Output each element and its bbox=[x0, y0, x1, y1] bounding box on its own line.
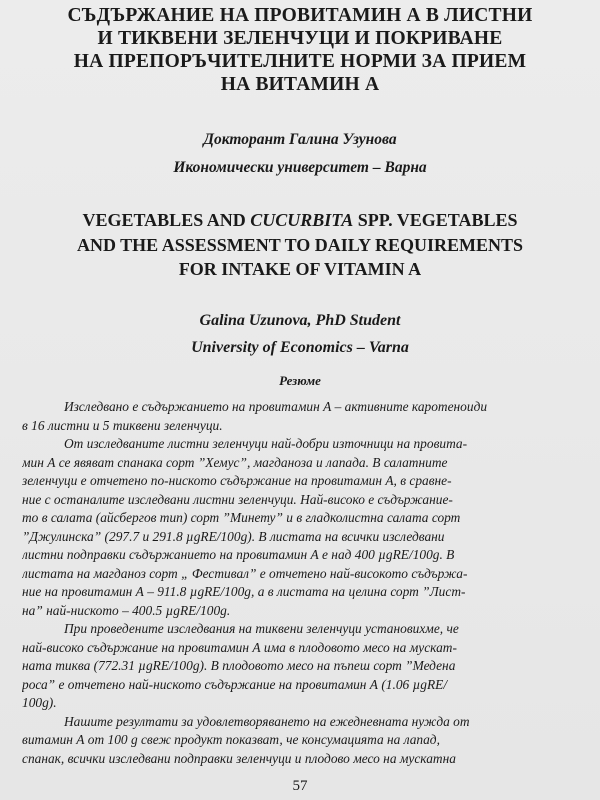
abstract-line: От изследваните листни зеленчуци най-добри източници на провита- bbox=[64, 436, 468, 451]
title-bulgarian bbox=[0, 4, 600, 96]
abstract-line: на” най-ниското – 400.5 µgRE/100g. bbox=[22, 602, 231, 618]
abstract-line: витамин А от 100 g свеж продукт показват, че консумацията на лапад, bbox=[22, 732, 440, 747]
abstract-line: листни подправки съдържанието на провитамин А е над 400 µgRE/100g. В bbox=[22, 547, 455, 562]
abstract-line: 100g). bbox=[22, 695, 57, 710]
abstract-line: ние с останалите изследвани листни зеленчуци. Най-високо е съдържание- bbox=[22, 491, 453, 507]
abstract-heading: Резюме bbox=[279, 373, 321, 388]
author-block-bulgarian bbox=[0, 126, 600, 182]
abstract-line: ние на провитамин А – 911.8 µgRE/100g, а в листата на целина сорт ”Лист- bbox=[22, 584, 466, 599]
title-en-part: SPP. VEGETABLES bbox=[353, 210, 518, 230]
author-name-bg: Докторант Галина Узунова bbox=[203, 131, 397, 148]
title-bg-line: СЪДЪРЖАНИЕ НА ПРОВИТАМИН А В ЛИСТНИ bbox=[67, 5, 533, 26]
title-bg-line: НА ВИТАМИН А bbox=[220, 74, 380, 95]
abstract-line: зеленчуци е отчетено по-ниското съдържание на провитамин А, в сравне- bbox=[22, 473, 452, 488]
abstract-line: в 16 листни и 5 тиквени зеленчуци. bbox=[22, 417, 223, 433]
abstract-body bbox=[22, 398, 578, 768]
abstract-line: листата на магданоз сорт „ Фестивал” е отчетено най-високото съдържа- bbox=[22, 565, 468, 581]
abstract-line: ната тиква (772.31 µgRE/100g). В плодовото месо на пъпеш сорт ”Медена bbox=[22, 658, 456, 673]
abstract-line: роса” е отчетено най-ниското съдържание на провитамин А (1.06 µgRE/ bbox=[22, 676, 448, 692]
title-en-line: FOR INTAKE OF VITAMIN A bbox=[178, 259, 422, 279]
title-en-line: AND THE ASSESSMENT TO DAILY REQUIREMENTS bbox=[77, 234, 523, 255]
abstract-line: спанак, всички изследвани подправки зеленчуци и плодово месо на мускатна bbox=[22, 750, 456, 766]
affiliation-en: University of Economics – Varna bbox=[191, 339, 409, 356]
affiliation-bg: Икономически университет – Варна bbox=[173, 159, 427, 176]
page-number: 57 bbox=[292, 778, 308, 794]
title-bg-line: И ТИКВЕНИ ЗЕЛЕНЧУЦИ И ПОКРИВАНЕ bbox=[97, 28, 503, 49]
abstract-line: най-високо съдържание на провитамин А има в плодовото месо на мускат- bbox=[22, 639, 457, 655]
abstract-line: то в салата (айсбергов тип) сорт ”Минету” и в гладколистна салата сорт bbox=[22, 510, 461, 525]
title-en-part: VEGETABLES AND bbox=[82, 210, 251, 230]
abstract-line: Нашите резултати за удовлетворяването на ежедневната нужда от bbox=[64, 713, 470, 729]
author-block-english bbox=[0, 307, 600, 361]
abstract-line: При проведените изследвания на тиквени зеленчуци установихме, че bbox=[64, 621, 459, 636]
title-en-line bbox=[0, 208, 600, 233]
abstract-line: мин А се явяват спанака сорт ”Хемус”, магданоза и лапада. В салатните bbox=[22, 454, 448, 470]
author-name-en: Galina Uzunova, PhD Student bbox=[199, 312, 401, 329]
abstract-line: ”Джулинска” (297.7 и 291.8 µgRE/100g). В листата на всички изследвани bbox=[22, 528, 445, 544]
title-bg-line: НА ПРЕПОРЪЧИТЕЛНИТЕ НОРМИ ЗА ПРИЕМ bbox=[73, 51, 527, 72]
title-en-italic-genus: CUCURBITA bbox=[250, 210, 354, 230]
abstract-line: Изследвано е съдържанието на провитамин А – активните каротеноиди bbox=[64, 399, 488, 414]
title-english bbox=[0, 208, 600, 282]
